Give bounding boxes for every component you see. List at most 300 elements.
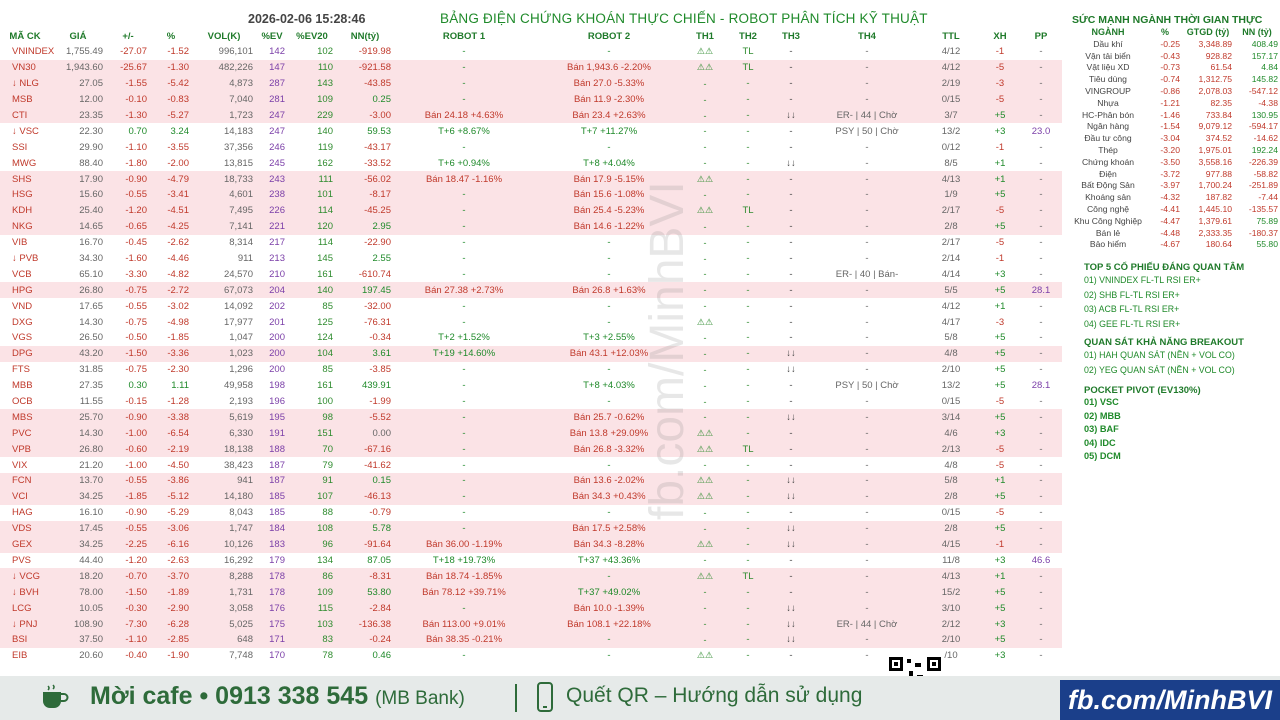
table-row[interactable] (0, 362, 1062, 378)
cell-r1: - (394, 219, 534, 235)
sector-foreign: -58.82 (1253, 168, 1278, 179)
cell-r1: T+6 +0.94% (394, 155, 534, 171)
cell-vol: 8,288 (192, 568, 256, 584)
column-header: ROBOT 1 (442, 30, 486, 42)
cell-ev: 281 (256, 92, 288, 108)
cell-th3: - (770, 553, 812, 569)
cell-chg: -0.50 (106, 330, 150, 346)
phone-icon (536, 682, 554, 712)
donate-text (90, 682, 465, 711)
cell-th4: - (812, 219, 922, 235)
cell-th3: ↓↓ (770, 489, 812, 505)
cell-ev: 187 (256, 457, 288, 473)
cell-xh: +5 (980, 378, 1020, 394)
sector-value: 928.82 (1205, 50, 1232, 61)
cell-price: 31.85 (50, 362, 106, 378)
cell-th2: - (726, 409, 770, 425)
cell-r1: - (394, 648, 534, 664)
cell-ev: 243 (256, 171, 288, 187)
cell-pct: -5.42 (150, 76, 192, 92)
sector-row (1068, 62, 1280, 74)
cell-code: VDS (0, 521, 50, 537)
table-row[interactable] (0, 266, 1062, 282)
cell-ev: 200 (256, 330, 288, 346)
cell-ev: 287 (256, 76, 288, 92)
cell-chg: -0.55 (106, 187, 150, 203)
cell-th1: ⚠⚠ (684, 441, 726, 457)
cell-th3: - (770, 298, 812, 314)
cell-code: ↓ PVB (0, 251, 50, 267)
table-row[interactable] (0, 346, 1062, 362)
table-row[interactable] (0, 584, 1062, 600)
cell-th4: - (812, 457, 922, 473)
cell-ev20: 125 (288, 314, 336, 330)
cell-xh: +1 (980, 171, 1020, 187)
table-row[interactable] (0, 521, 1062, 537)
table-row[interactable] (0, 108, 1062, 124)
cell-code: SSI (0, 139, 50, 155)
cell-th1: - (684, 155, 726, 171)
cell-price: 16.10 (50, 505, 106, 521)
cell-xh: -3 (980, 314, 1020, 330)
cell-th3: - (770, 60, 812, 76)
column-header: GIÁ (69, 30, 87, 42)
column-header: TH1 (696, 30, 714, 42)
cell-ev20: 96 (288, 537, 336, 553)
cell-vol: 37,356 (192, 139, 256, 155)
table-row[interactable] (0, 473, 1062, 489)
cell-th4: - (812, 473, 922, 489)
page-title: BẢNG ĐIỆN CHỨNG KHOÁN THỰC CHIẾN - ROBOT PHÂN TÍCH KỸ THUẬT (440, 11, 928, 26)
cell-ev: 142 (256, 44, 288, 60)
cell-pp: 46.6 (1020, 553, 1062, 569)
cell-code: FCN (0, 473, 50, 489)
sector-value: 180.64 (1205, 239, 1232, 250)
cell-ev20: 124 (288, 330, 336, 346)
cell-vol: 8,043 (192, 505, 256, 521)
cell-ttl: 3/10 (922, 600, 980, 616)
cell-xh: -5 (980, 394, 1020, 410)
cell-nn: -46.13 (336, 489, 394, 505)
cell-vol: 1,296 (192, 362, 256, 378)
table-row[interactable] (0, 251, 1062, 267)
cell-r2: Bán 27.0 -5.33% (534, 76, 684, 92)
cell-pct: -2.62 (150, 235, 192, 251)
sector-name: Ngân hàng (1086, 121, 1130, 132)
cell-r2: - (534, 362, 684, 378)
sector-row (1068, 109, 1280, 121)
cell-r1: - (394, 441, 534, 457)
cell-ttl: 2/8 (922, 219, 980, 235)
cell-th1: - (684, 187, 726, 203)
table-row[interactable] (0, 632, 1062, 648)
table-row[interactable] (0, 409, 1062, 425)
cell-xh: +5 (980, 632, 1020, 648)
cell-ev20: 86 (288, 568, 336, 584)
table-row[interactable] (0, 92, 1062, 108)
sector-pct: -0.74 (1160, 74, 1180, 85)
cell-ev: 213 (256, 251, 288, 267)
cell-th4: - (812, 553, 922, 569)
table-row[interactable] (0, 282, 1062, 298)
cell-th4: ER- | 40 | Bán- (812, 266, 922, 282)
cell-pct: -4.46 (150, 251, 192, 267)
cell-th3: ↓↓ (770, 616, 812, 632)
cell-r1: - (394, 203, 534, 219)
cell-th2: - (726, 330, 770, 346)
cell-chg: -27.07 (106, 44, 150, 60)
cell-r2: Bán 13.6 -2.02% (534, 473, 684, 489)
sector-column-header: NN (tỷ) (1242, 27, 1272, 37)
cell-r2: T+8 +4.03% (534, 378, 684, 394)
sector-pct: -3.50 (1160, 156, 1180, 167)
cell-th4: - (812, 139, 922, 155)
column-header: MÃ CK (9, 30, 41, 42)
cell-pp: - (1020, 648, 1062, 664)
cell-code: EIB (0, 648, 50, 664)
cell-r2: Bán 26.8 -3.32% (534, 441, 684, 457)
cell-th4: - (812, 44, 922, 60)
table-row[interactable] (0, 298, 1062, 314)
cell-th1: - (684, 123, 726, 139)
cell-chg: -1.60 (106, 251, 150, 267)
cell-nn: -45.25 (336, 203, 394, 219)
cell-pp: - (1020, 314, 1062, 330)
cell-ev20: 101 (288, 187, 336, 203)
breakout-item: 02) YEG QUAN SÁT (NỀN + VOL CO) (1084, 364, 1235, 375)
cell-price: 34.25 (50, 489, 106, 505)
cell-pp: - (1020, 489, 1062, 505)
cell-th4: - (812, 76, 922, 92)
cell-th3: - (770, 314, 812, 330)
cell-th3: ↓↓ (770, 600, 812, 616)
cell-th1: - (684, 362, 726, 378)
cell-nn: -67.16 (336, 441, 394, 457)
sector-value: 3,348.89 (1198, 38, 1232, 49)
cell-ev20: 70 (288, 441, 336, 457)
cell-nn: -2.84 (336, 600, 394, 616)
table-row[interactable] (0, 568, 1062, 584)
cell-code: MSB (0, 92, 50, 108)
sector-name: Điện (1099, 168, 1117, 179)
cell-vol: 18,733 (192, 171, 256, 187)
cell-r1: - (394, 44, 534, 60)
cell-price: 17.65 (50, 298, 106, 314)
table-row[interactable] (0, 616, 1062, 632)
table-row[interactable] (0, 60, 1062, 76)
cell-pp: - (1020, 441, 1062, 457)
sector-pct: -3.04 (1160, 133, 1180, 144)
table-row[interactable] (0, 314, 1062, 330)
cell-ev: 147 (256, 60, 288, 76)
cell-th2: - (726, 219, 770, 235)
top5-item: 01) VNINDEX FL-TL RSI ER+ (1084, 275, 1201, 286)
cell-ttl: 2/17 (922, 203, 980, 219)
cell-ev: 245 (256, 155, 288, 171)
cell-pct: -2.90 (150, 600, 192, 616)
coffee-cup-icon (40, 684, 70, 710)
cell-th2: - (726, 298, 770, 314)
cell-ev20: 109 (288, 92, 336, 108)
cell-chg: -25.67 (106, 60, 150, 76)
cell-r1: - (394, 489, 534, 505)
cell-price: 12.00 (50, 92, 106, 108)
cell-vol: 14,180 (192, 489, 256, 505)
sector-row (1068, 97, 1280, 109)
cell-xh: -3 (980, 76, 1020, 92)
cell-th3: - (770, 425, 812, 441)
cell-ev: 247 (256, 108, 288, 124)
table-row[interactable] (0, 600, 1062, 616)
cell-th4: - (812, 235, 922, 251)
cell-th3: - (770, 251, 812, 267)
cell-pp: - (1020, 60, 1062, 76)
cell-pp: - (1020, 139, 1062, 155)
cell-th2: - (726, 648, 770, 664)
cell-chg: -0.65 (106, 219, 150, 235)
sector-name: Thép (1098, 145, 1118, 156)
cell-chg: -2.25 (106, 537, 150, 553)
cell-th1: - (684, 251, 726, 267)
table-row[interactable] (0, 378, 1062, 394)
cell-r1: Bán 38.35 -0.21% (394, 632, 534, 648)
cell-xh: -1 (980, 44, 1020, 60)
cell-th1: ⚠⚠ (684, 203, 726, 219)
cell-th2: - (726, 346, 770, 362)
cell-th2: - (726, 123, 770, 139)
cell-price: 22.30 (50, 123, 106, 139)
breakout-item: 01) HAH QUAN SÁT (NỀN + VOL CO) (1084, 350, 1235, 361)
cell-th1: - (684, 298, 726, 314)
cell-pct: -1.85 (150, 330, 192, 346)
cell-th3: - (770, 187, 812, 203)
cell-th1: - (684, 282, 726, 298)
cell-price: 20.60 (50, 648, 106, 664)
cell-ev: 210 (256, 266, 288, 282)
cell-pp: - (1020, 92, 1062, 108)
cell-th3: - (770, 330, 812, 346)
cell-ev20: 143 (288, 76, 336, 92)
table-row[interactable] (0, 441, 1062, 457)
cell-price: 37.50 (50, 632, 106, 648)
table-row[interactable] (0, 187, 1062, 203)
table-row[interactable] (0, 425, 1062, 441)
cell-ev: 200 (256, 346, 288, 362)
cell-r2: - (534, 457, 684, 473)
cell-r2: Bán 34.3 +0.43% (534, 489, 684, 505)
cell-ev: 247 (256, 123, 288, 139)
cell-r2: - (534, 314, 684, 330)
cell-ev20: 162 (288, 155, 336, 171)
table-row[interactable] (0, 505, 1062, 521)
cell-nn: 3.61 (336, 346, 394, 362)
cell-chg: -7.30 (106, 616, 150, 632)
sector-name: Dầu khí (1093, 38, 1123, 49)
cell-th1: - (684, 394, 726, 410)
cell-ev20: 100 (288, 394, 336, 410)
table-row[interactable] (0, 171, 1062, 187)
cell-price: 14.30 (50, 425, 106, 441)
cell-r2: T+8 +4.04% (534, 155, 684, 171)
table-row[interactable] (0, 457, 1062, 473)
cell-th4: - (812, 314, 922, 330)
cell-code: DPG (0, 346, 50, 362)
cell-ttl: 5/8 (922, 473, 980, 489)
cell-nn: 59.53 (336, 123, 394, 139)
cell-r2: Bán 13.8 +29.09% (534, 425, 684, 441)
cell-pct: -3.06 (150, 521, 192, 537)
cell-ttl: 5/8 (922, 330, 980, 346)
cell-price: 29.90 (50, 139, 106, 155)
cell-r1: - (394, 473, 534, 489)
column-header: ROBOT 2 (587, 30, 631, 42)
cell-vol: 5,619 (192, 409, 256, 425)
cell-ttl: 13/2 (922, 123, 980, 139)
table-row[interactable] (0, 123, 1062, 139)
sector-value: 9,079.12 (1198, 121, 1232, 132)
cell-code: ↓ VCG (0, 568, 50, 584)
cell-th4: - (812, 187, 922, 203)
cell-price: 14.30 (50, 314, 106, 330)
cell-ev: 195 (256, 409, 288, 425)
cell-ttl: 2/8 (922, 489, 980, 505)
header-bar (0, 10, 1065, 28)
cell-pct: -3.55 (150, 139, 192, 155)
cell-th1: ⚠⚠ (684, 314, 726, 330)
cell-vol: 648 (192, 632, 256, 648)
cell-pct: -4.79 (150, 171, 192, 187)
cell-th2: TL (726, 568, 770, 584)
cell-code: MBB (0, 378, 50, 394)
cell-xh: +5 (980, 409, 1020, 425)
table-row[interactable] (0, 553, 1062, 569)
cell-th3: - (770, 235, 812, 251)
cell-r2: T+37 +49.02% (534, 584, 684, 600)
table-row[interactable] (0, 203, 1062, 219)
cell-ev20: 83 (288, 632, 336, 648)
cell-xh: +5 (980, 600, 1020, 616)
cell-th4: - (812, 346, 922, 362)
cell-price: 26.80 (50, 282, 106, 298)
cell-pct: -0.83 (150, 92, 192, 108)
cell-r2: - (534, 266, 684, 282)
cell-code: VN30 (0, 60, 50, 76)
cell-vol: 1,747 (192, 521, 256, 537)
cell-vol: 7,141 (192, 219, 256, 235)
cell-vol: 5,025 (192, 616, 256, 632)
cell-chg: -1.20 (106, 553, 150, 569)
top5-item: 04) GEE FL-TL RSI ER+ (1084, 318, 1181, 329)
cell-pct: -3.70 (150, 568, 192, 584)
cell-th3: - (770, 92, 812, 108)
top5-list (1068, 273, 1280, 331)
cell-code: VND (0, 298, 50, 314)
cell-chg: -1.55 (106, 76, 150, 92)
cell-th1: - (684, 632, 726, 648)
cell-xh: -5 (980, 505, 1020, 521)
column-header: TH2 (739, 30, 757, 42)
cell-nn: -3.00 (336, 108, 394, 124)
cell-xh: -1 (980, 251, 1020, 267)
cell-r2: - (534, 235, 684, 251)
cell-r1: Bán 24.18 +4.63% (394, 108, 534, 124)
cell-r2: Bán 15.6 -1.08% (534, 187, 684, 203)
sector-foreign: -14.62 (1253, 133, 1278, 144)
cell-pct: -1.52 (150, 44, 192, 60)
cell-vol: 4,601 (192, 187, 256, 203)
cell-th3: ↓↓ (770, 537, 812, 553)
table-row[interactable] (0, 44, 1062, 60)
sector-pct: -0.73 (1160, 62, 1180, 73)
cell-ev20: 79 (288, 457, 336, 473)
cell-pct: -3.38 (150, 409, 192, 425)
cell-price: 10.05 (50, 600, 106, 616)
sector-value: 1,975.01 (1198, 145, 1232, 156)
cell-r1: - (394, 505, 534, 521)
cell-th4: - (812, 505, 922, 521)
cell-price: 17.90 (50, 171, 106, 187)
cell-r2: Bán 17.9 -5.15% (534, 171, 684, 187)
table-row[interactable] (0, 155, 1062, 171)
table-row[interactable] (0, 76, 1062, 92)
cell-th4: - (812, 409, 922, 425)
cell-r1: - (394, 409, 534, 425)
cell-th1: - (684, 584, 726, 600)
table-row[interactable] (0, 219, 1062, 235)
table-row[interactable] (0, 330, 1062, 346)
cell-ttl: 11/8 (922, 553, 980, 569)
cell-code: ↓ PNJ (0, 616, 50, 632)
sector-name: VINGROUP (1085, 86, 1131, 97)
cell-xh: -5 (980, 441, 1020, 457)
pivot-item: 04) IDC (1084, 437, 1116, 448)
sector-row (1068, 121, 1280, 133)
cell-pp: - (1020, 600, 1062, 616)
cell-ev20: 85 (288, 362, 336, 378)
cell-r1: - (394, 60, 534, 76)
table-row[interactable] (0, 537, 1062, 553)
cell-pp: - (1020, 219, 1062, 235)
cell-nn: 439.91 (336, 378, 394, 394)
cell-pp: - (1020, 44, 1062, 60)
table-row[interactable] (0, 139, 1062, 155)
cell-vol: 18,138 (192, 441, 256, 457)
table-row[interactable] (0, 235, 1062, 251)
cell-chg: -1.10 (106, 139, 150, 155)
cell-vol: 2,193 (192, 394, 256, 410)
cell-ev20: 119 (288, 139, 336, 155)
stock-table (0, 28, 1062, 664)
sector-pct: -4.32 (1160, 192, 1180, 203)
column-header: NN(tỷ) (350, 30, 380, 42)
cell-ttl: 3/7 (922, 108, 980, 124)
cell-r1: Bán 113.00 +9.01% (394, 616, 534, 632)
table-row[interactable] (0, 489, 1062, 505)
cell-th4: - (812, 568, 922, 584)
cell-price: 44.40 (50, 553, 106, 569)
cell-vol: 1,723 (192, 108, 256, 124)
cell-th1: - (684, 92, 726, 108)
table-row[interactable] (0, 394, 1062, 410)
sector-name: Tiêu dùng (1089, 74, 1127, 85)
cell-nn: -919.98 (336, 44, 394, 60)
cell-r2: T+7 +11.27% (534, 123, 684, 139)
cell-th1: ⚠⚠ (684, 648, 726, 664)
sector-row (1068, 156, 1280, 168)
cell-r2: Bán 43.1 +12.03% (534, 346, 684, 362)
sector-foreign: 4.84 (1261, 62, 1278, 73)
sector-value: 2,333.35 (1198, 227, 1232, 238)
